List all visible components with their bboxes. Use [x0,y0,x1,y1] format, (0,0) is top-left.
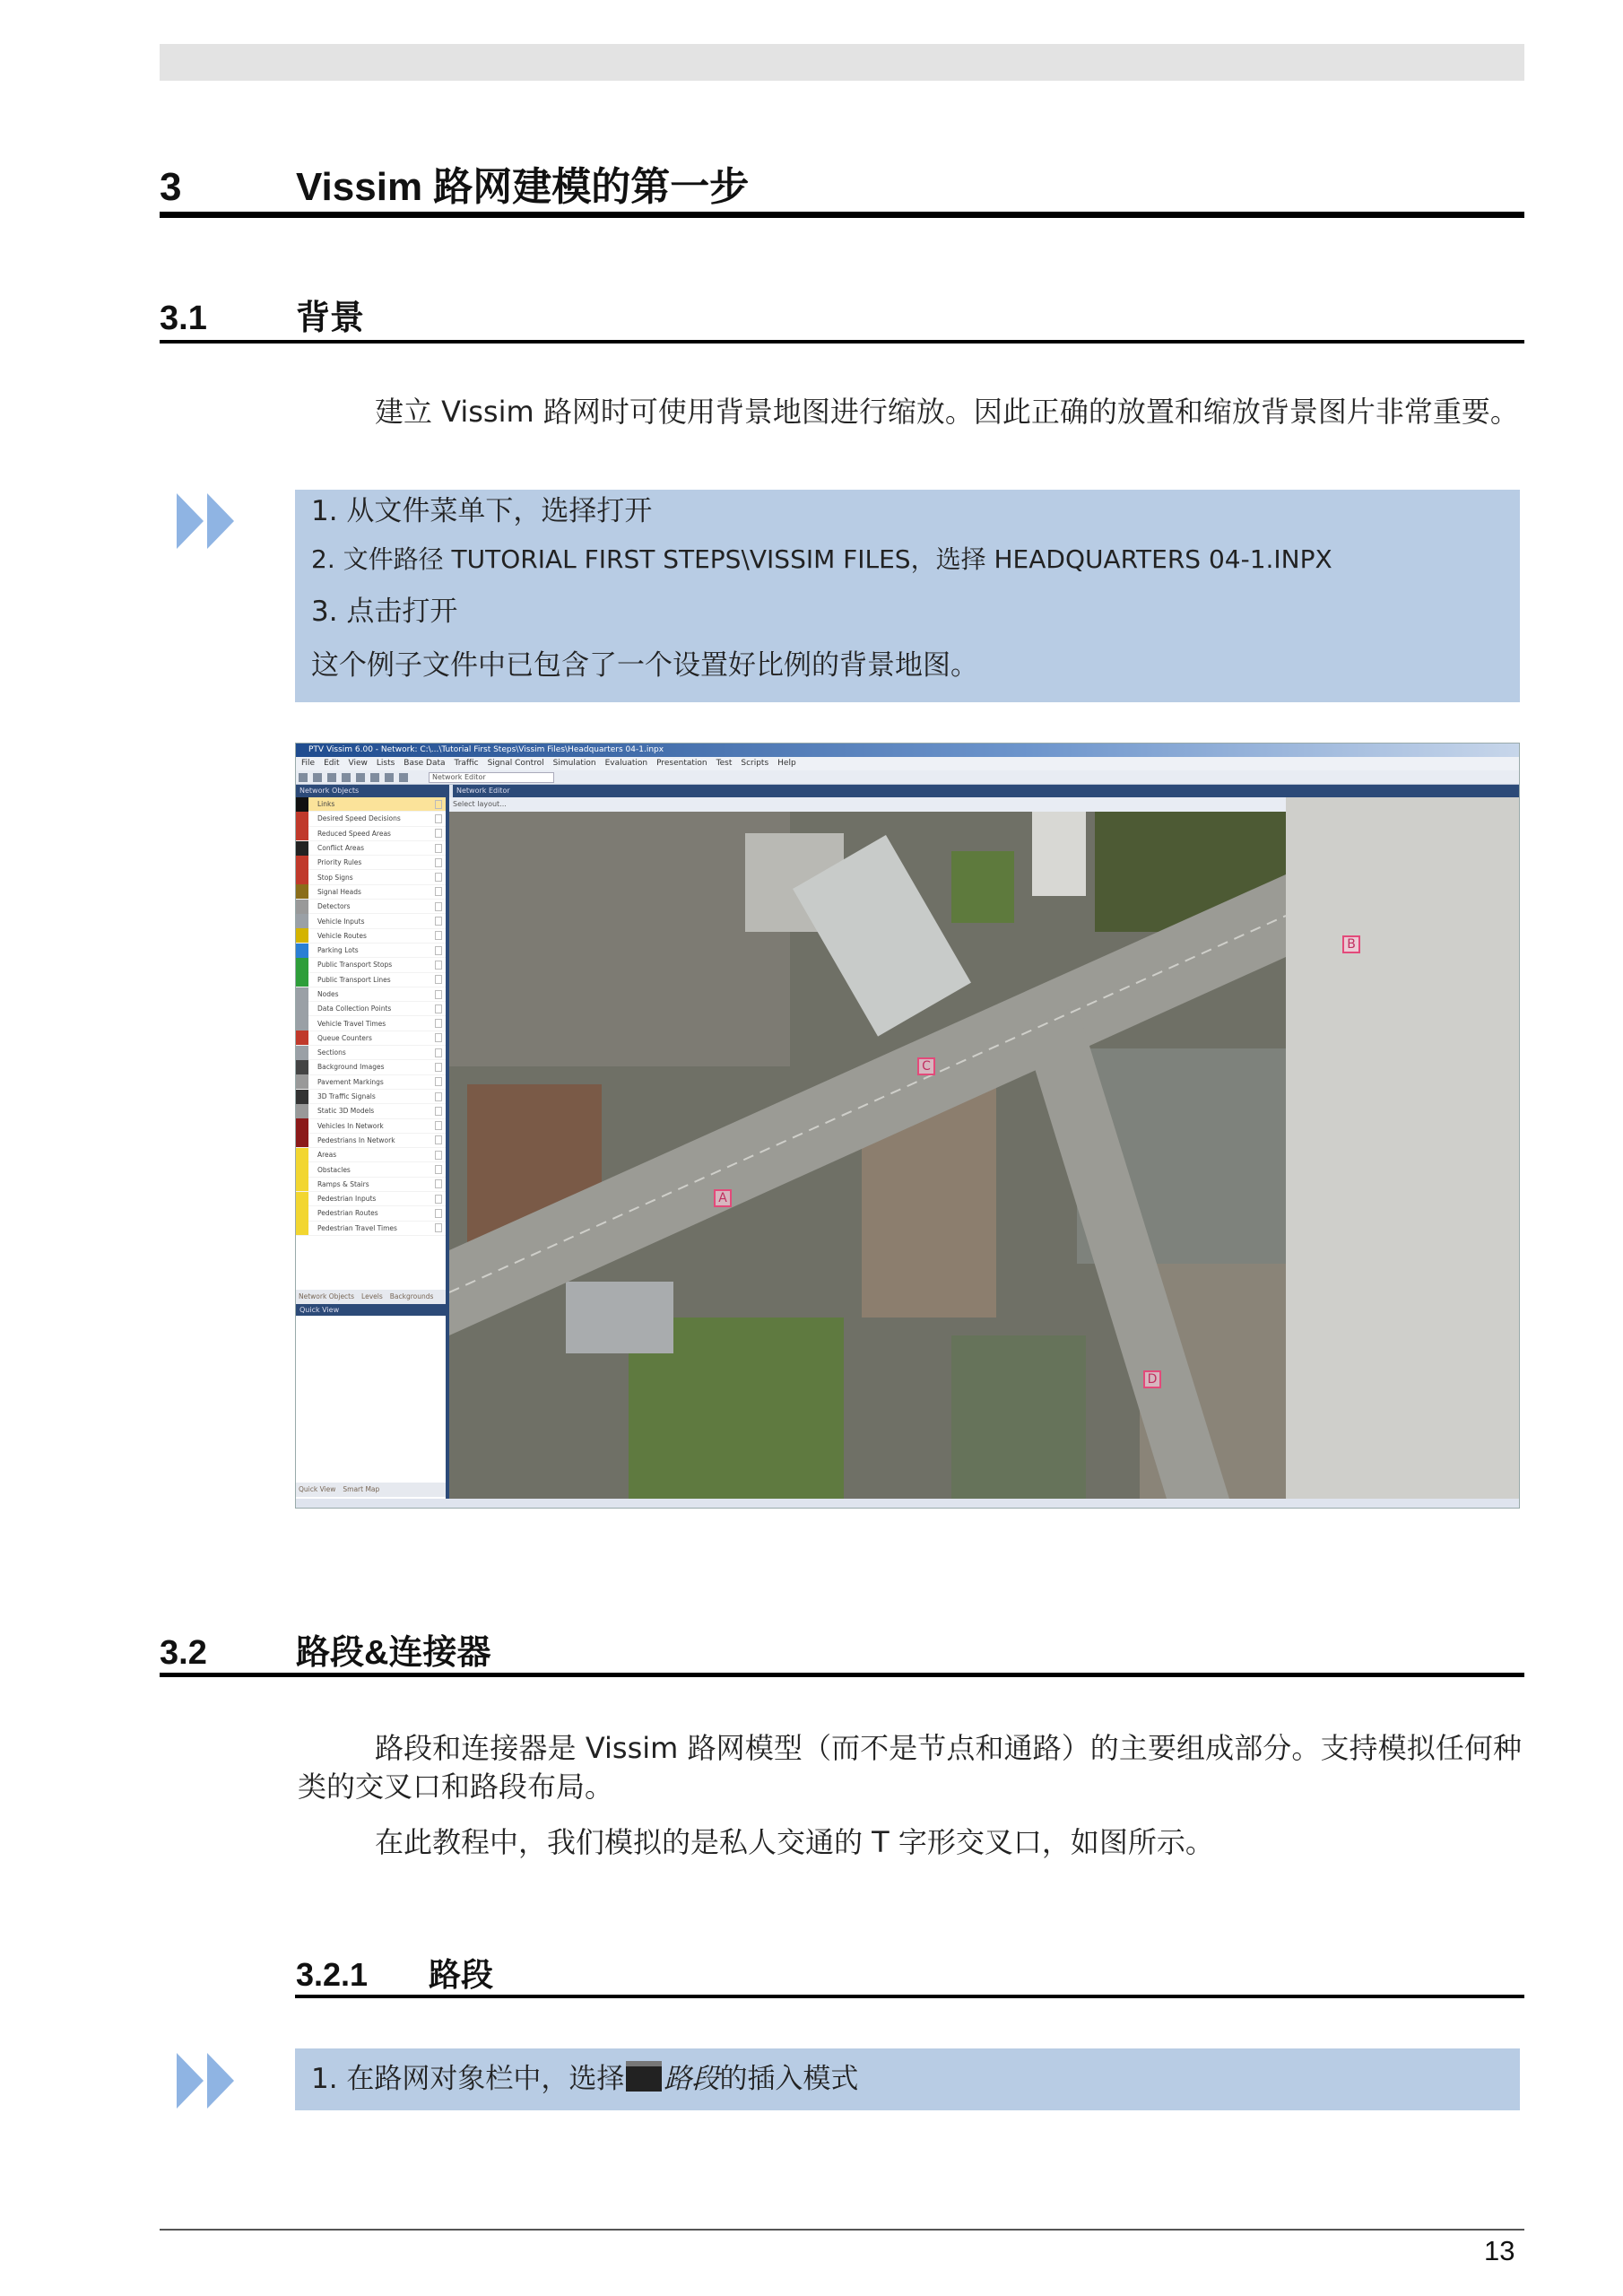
object-label: Pedestrian Routes [317,1209,378,1218]
panel-tab[interactable]: Backgrounds [389,1292,434,1300]
object-icon [296,841,308,856]
window-title: PTV Vissim 6.00 - Network: C:\...\Tutorial First Steps\Vissim Files\Headquarters 04-1.inpx [296,744,1519,757]
object-icon [296,1192,308,1206]
object-label: Priority Rules [317,858,362,867]
visibility-toggle[interactable] [435,1033,442,1042]
object-icon [296,1090,308,1104]
empty-canvas [1286,797,1520,1499]
object-label: Queue Counters [317,1033,372,1042]
object-label: Links [317,800,335,809]
marker-a: A [714,1189,732,1207]
object-label: Ramps & Stairs [317,1179,369,1188]
visibility-toggle[interactable] [435,1019,442,1028]
object-label: Reduced Speed Areas [317,829,391,838]
network-object-item[interactable] [296,797,446,812]
network-object-item[interactable] [296,856,446,870]
network-editor-select[interactable]: Network Editor [429,772,554,783]
layout-select[interactable]: Select layout... [449,797,1286,812]
object-icon [296,944,308,958]
object-label: Conflict Areas [317,844,365,853]
visibility-toggle[interactable] [435,1135,442,1144]
network-object-item[interactable] [296,1222,446,1236]
network-object-item[interactable] [296,1060,446,1074]
network-object-item[interactable] [296,827,446,841]
object-icon [296,1118,308,1133]
panel-tab[interactable]: Levels [361,1292,383,1300]
instruction-box [295,2048,1520,2110]
panel-tab[interactable]: Network Objects [299,1292,355,1300]
menu-item[interactable]: Lists [376,759,395,768]
object-label: 3D Traffic Signals [317,1092,376,1101]
visibility-toggle[interactable] [435,975,442,984]
object-icon [296,856,308,870]
visibility-toggle[interactable] [435,873,442,882]
visibility-toggle[interactable] [435,800,442,809]
section-rule [160,340,1524,344]
footer-rule [160,2229,1524,2231]
object-label: Stop Signs [317,873,353,882]
visibility-toggle[interactable] [435,1223,442,1232]
object-label: Detectors [317,902,351,911]
network-object-item[interactable] [296,870,446,884]
section-heading-3-2: 3.2 路段&连接器 [160,1634,491,1672]
object-icon [296,928,308,943]
network-object-item[interactable] [296,1104,446,1118]
header-bar [160,44,1524,81]
menu-item[interactable]: Base Data [404,759,446,768]
visibility-toggle[interactable] [435,887,442,896]
object-label: Areas [317,1151,337,1160]
visibility-toggle[interactable] [435,1179,442,1188]
menu-item[interactable]: Presentation [656,759,707,768]
chapter-heading: 3 Vissim 路网建模的第一步 [160,165,750,209]
step-text: 1. 从文件菜单下，选择打开 [311,495,653,527]
visibility-toggle[interactable] [435,1151,442,1160]
network-object-item[interactable] [296,812,446,826]
menu-item[interactable]: Scripts [741,759,769,768]
visibility-toggle[interactable] [435,990,442,999]
object-label: Signal Heads [317,887,361,896]
object-icon [296,1031,308,1045]
network-object-item[interactable] [296,885,446,900]
paragraph: 路段和连接器是 Vissim 路网模型（而不是节点和通路）的主要组成部分。支持模拟任何种类的交叉口和路段布局。 [298,1731,1522,1804]
network-object-item[interactable] [296,973,446,987]
step-text: 1. 在路网对象栏中，选择 路段的插入模式 [311,2063,859,2095]
vissim-screenshot [295,743,1520,1509]
instruction-arrow-icon [177,493,238,549]
visibility-toggle[interactable] [435,814,442,823]
object-icon [296,1016,308,1031]
object-label: Pedestrian Travel Times [317,1223,397,1232]
network-object-item[interactable] [296,1206,446,1221]
note-text: 这个例子文件中已包含了一个设置好比例的背景地图。 [311,649,978,682]
visibility-toggle[interactable] [435,1063,442,1072]
visibility-toggle[interactable] [435,946,442,955]
network-object-item[interactable] [296,1090,446,1104]
network-object-item[interactable] [296,841,446,856]
menu-item[interactable]: Evaluation [604,759,648,768]
network-object-item[interactable] [296,1016,446,1031]
network-object-item[interactable] [296,1075,446,1090]
object-icon [296,972,308,987]
object-label: Static 3D Models [317,1107,375,1116]
network-object-item[interactable] [296,1002,446,1016]
object-icon [296,987,308,1002]
object-icon [296,1133,308,1147]
object-icon [296,958,308,972]
object-label: Vehicles In Network [317,1121,384,1130]
background-map[interactable] [449,797,1286,1499]
object-icon [296,914,308,928]
object-label: Sections [317,1048,346,1057]
visibility-toggle[interactable] [435,1121,442,1130]
menu-item[interactable]: Simulation [552,759,596,768]
visibility-toggle[interactable] [435,917,442,926]
object-label: Parking Lots [317,946,359,955]
object-icon [296,1148,308,1162]
object-label: Public Transport Lines [317,975,391,984]
panel-tab[interactable]: Quick View [299,1485,336,1493]
network-object-item[interactable] [296,1192,446,1206]
quickview-title: Quick View [296,1304,446,1316]
object-label: Vehicle Inputs [317,917,365,926]
toolbar [296,770,1519,785]
visibility-toggle[interactable] [435,1004,442,1013]
network-object-item[interactable] [296,900,446,914]
object-label: Background Images [317,1063,385,1072]
chapter-rule [160,212,1524,218]
visibility-toggle[interactable] [435,1209,442,1218]
object-icon [296,900,308,914]
object-icon [296,1221,308,1235]
network-object-item[interactable] [296,929,446,944]
network-object-item[interactable] [296,1031,446,1046]
visibility-toggle[interactable] [435,1077,442,1086]
visibility-toggle[interactable] [435,1165,442,1174]
instruction-arrow-icon [177,2053,238,2109]
visibility-toggle[interactable] [435,829,442,838]
object-icon [296,884,308,899]
section-heading-3-1: 3.1 背景 [160,300,365,337]
paragraph: 在此教程中，我们模拟的是私人交通的 T 字形交叉口，如图所示。 [375,1825,1214,1859]
object-icon [296,1046,308,1060]
menu-item[interactable]: View [348,759,368,768]
menu-item[interactable]: Edit [324,759,340,768]
object-label: Pedestrian Inputs [317,1195,377,1204]
instruction-box [295,490,1520,702]
object-icon [296,797,308,812]
step-text: 2. 文件路径 TUTORIAL FIRST STEPS\VISSIM FILES，选择 HEADQUARTERS 04-1.INPX [311,544,1332,574]
subsection-heading-3-2-1: 3.2.1 路段 [296,1956,494,1993]
network-object-item[interactable] [296,987,446,1002]
step-text: 3. 点击打开 [311,596,458,628]
object-icon [296,870,308,884]
visibility-toggle[interactable] [435,844,442,853]
marker-d: D [1143,1370,1161,1388]
panel-tab[interactable]: Smart Map [343,1485,380,1493]
menu-item[interactable]: Signal Control [487,759,544,768]
visibility-toggle[interactable] [435,1107,442,1116]
object-label: Desired Speed Decisions [317,814,401,823]
network-object-item[interactable] [296,1178,446,1192]
visibility-toggle[interactable] [435,902,442,911]
object-label: Pedestrians In Network [317,1135,395,1144]
panel-title: Network Objects [296,785,449,797]
object-label: Pavement Markings [317,1077,384,1086]
object-label: Vehicle Travel Times [317,1019,386,1028]
object-label: Public Transport Stops [317,961,393,970]
links-mode-icon [626,2061,662,2092]
network-objects-panel [296,797,449,1499]
object-icon [296,1104,308,1118]
subsection-rule [295,1995,1524,1998]
editor-title: Network Editor [453,785,1520,797]
object-label: Vehicle Routes [317,931,367,940]
menu-item[interactable]: Help [777,759,796,768]
menu-bar [296,757,1519,770]
network-object-item[interactable] [296,1046,446,1060]
object-icon [296,1177,308,1191]
object-icon [296,826,308,840]
object-label: Nodes [317,990,339,998]
network-object-item[interactable] [296,1148,446,1162]
menu-item[interactable]: Traffic [454,759,479,768]
network-object-item[interactable] [296,1162,446,1177]
section-rule [160,1673,1524,1677]
visibility-toggle[interactable] [435,858,442,867]
object-icon [296,1060,308,1074]
menu-item[interactable]: Test [716,759,733,768]
object-icon [296,812,308,826]
network-object-item[interactable] [296,914,446,928]
object-label: Obstacles [317,1165,351,1174]
object-label: Data Collection Points [317,1004,392,1013]
visibility-toggle[interactable] [435,931,442,940]
object-icon [296,1074,308,1089]
visibility-toggle[interactable] [435,1048,442,1057]
object-icon [296,1162,308,1177]
network-object-item[interactable] [296,1119,446,1134]
status-bar [296,1499,1519,1509]
object-icon [296,1206,308,1221]
visibility-toggle[interactable] [435,1092,442,1101]
menu-item[interactable]: File [301,759,316,768]
visibility-toggle[interactable] [435,961,442,970]
marker-c: C [917,1057,935,1075]
visibility-toggle[interactable] [435,1195,442,1204]
object-icon [296,1002,308,1016]
network-object-item[interactable] [296,958,446,972]
paragraph: 建立 Vissim 路网时可使用背景地图进行缩放。因此正确的放置和缩放背景图片非常重要。 [375,395,1519,429]
marker-b: B [1342,935,1360,953]
network-object-item[interactable] [296,1134,446,1148]
page-number: 13 [1484,2235,1515,2266]
network-object-item[interactable] [296,944,446,958]
